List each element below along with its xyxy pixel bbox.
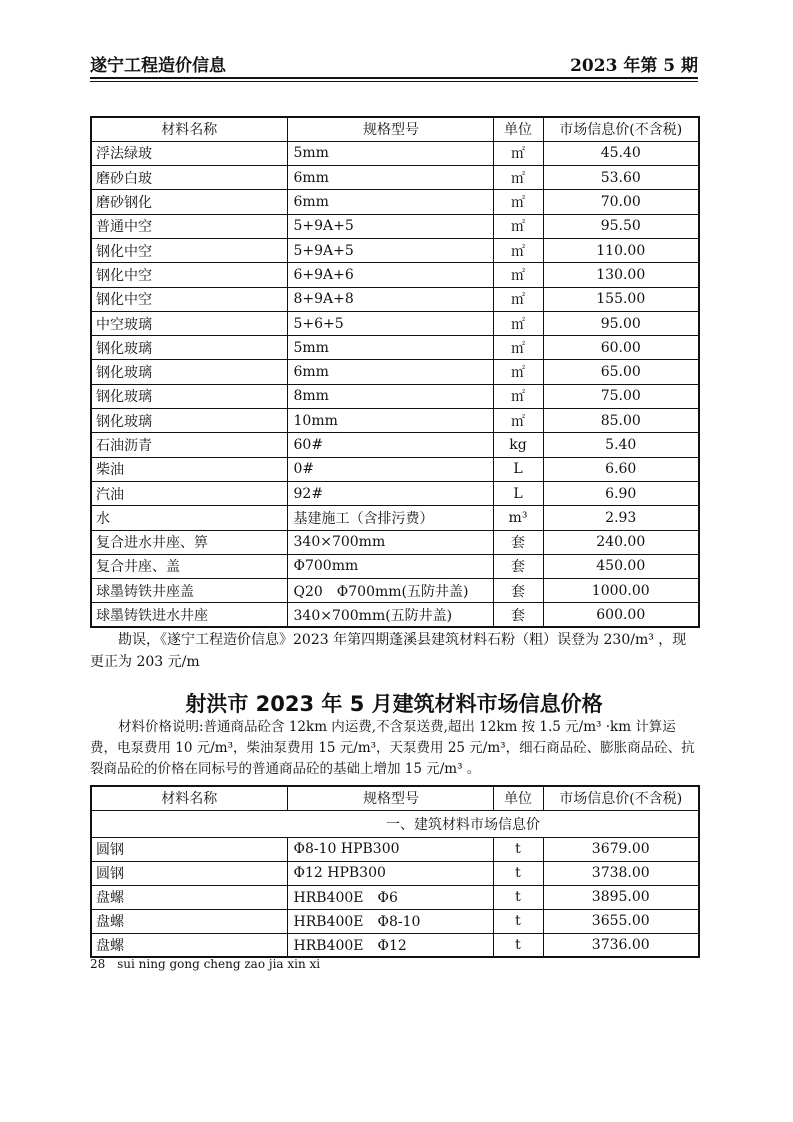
cell-unit: ㎡ (493, 214, 543, 238)
cell-price: 3895.00 (543, 885, 699, 909)
cell-unit: ㎡ (493, 287, 543, 311)
table-row (91, 579, 699, 603)
cell-unit: ㎡ (493, 238, 543, 262)
cell-spec: 60# (287, 433, 493, 457)
table-row (91, 506, 699, 530)
cell-name: 钢化中空 (91, 238, 287, 262)
cell-unit: ㎡ (493, 141, 543, 165)
issue-label: 2023 年第 5 期 (570, 56, 698, 76)
publication-title: 遂宁工程造价信息 (90, 56, 226, 76)
cell-unit: 套 (493, 554, 543, 578)
cell-spec: 8+9A+8 (287, 287, 493, 311)
cell-unit: ㎡ (493, 336, 543, 360)
cell-unit: ㎡ (493, 409, 543, 433)
cell-price: 3736.00 (543, 933, 699, 957)
cell-name: 钢化中空 (91, 263, 287, 287)
cell-unit: L (493, 457, 543, 481)
cell-unit: ㎡ (493, 263, 543, 287)
col-header-unit: 单位 (493, 117, 543, 141)
cell-name: 磨砂白玻 (91, 166, 287, 190)
col-header-unit: 单位 (493, 786, 543, 810)
cell-unit: t (493, 909, 543, 933)
cell-spec: 基建施工（含排污费） (287, 506, 493, 530)
cell-price: 75.00 (543, 384, 699, 408)
col-header-name: 材料名称 (91, 117, 287, 141)
table-row (91, 166, 699, 190)
table-row (91, 933, 699, 957)
cell-spec: 92# (287, 481, 493, 505)
cell-price: 95.00 (543, 311, 699, 335)
cell-price: 65.00 (543, 360, 699, 384)
cell-name: 中空玻璃 (91, 311, 287, 335)
cell-price: 6.60 (543, 457, 699, 481)
section-label: 一、建筑材料市场信息价 (91, 810, 699, 837)
cell-spec: 5+6+5 (287, 311, 493, 335)
cell-unit: m³ (493, 506, 543, 530)
cell-name: 水 (91, 506, 287, 530)
page-header (90, 47, 698, 77)
table-row (91, 384, 699, 408)
cell-unit: ㎡ (493, 384, 543, 408)
cell-spec: 340×700mm(五防井盖) (287, 603, 493, 627)
cell-name: 盘螺 (91, 909, 287, 933)
table-row (91, 885, 699, 909)
cell-price: 3738.00 (543, 861, 699, 885)
cell-price: 53.60 (543, 166, 699, 190)
page-number: 28 (90, 957, 106, 971)
cell-spec: HRB400E Φ8-10 (287, 909, 493, 933)
table-row (91, 214, 699, 238)
cell-price: 240.00 (543, 530, 699, 554)
table-row (91, 238, 699, 262)
erratum-note: 勘误，《遂宁工程造价信息》2023 年第四期蓬溪县建筑材料石粉（粗）误登为 230/m³ ，现更正为 203 元/m (90, 632, 687, 670)
cell-unit: ㎡ (493, 190, 543, 214)
cell-spec: 6mm (287, 166, 493, 190)
table-row (91, 263, 699, 287)
cell-name: 钢化中空 (91, 287, 287, 311)
cell-unit: 套 (493, 579, 543, 603)
table-row (91, 360, 699, 384)
footer-pinyin: sui ning gong cheng zao jia xin xi (117, 957, 321, 971)
col-header-price: 市场信息价(不含税) (543, 117, 699, 141)
section-row (91, 810, 699, 837)
cell-unit: t (493, 885, 543, 909)
table-row (91, 481, 699, 505)
cell-spec: 5mm (287, 141, 493, 165)
col-header-price: 市场信息价(不含税) (543, 786, 699, 810)
cell-name: 钢化玻璃 (91, 409, 287, 433)
cell-spec: 5+9A+5 (287, 238, 493, 262)
table-row (91, 141, 699, 165)
table-row (91, 336, 699, 360)
cell-unit: ㎡ (493, 311, 543, 335)
cell-name: 盘螺 (91, 933, 287, 957)
cell-price: 45.40 (543, 141, 699, 165)
cell-name: 钢化玻璃 (91, 384, 287, 408)
table-header-row (91, 117, 699, 141)
table-header-row (91, 786, 699, 810)
cell-price: 70.00 (543, 190, 699, 214)
cell-unit: t (493, 933, 543, 957)
col-header-spec: 规格型号 (287, 117, 493, 141)
header-rule-thin (90, 81, 698, 82)
table-row (91, 311, 699, 335)
cell-price: 85.00 (543, 409, 699, 433)
col-header-spec: 规格型号 (287, 786, 493, 810)
cell-spec: 5+9A+5 (287, 214, 493, 238)
cell-name: 球墨铸铁井座盖 (91, 579, 287, 603)
cell-price: 1000.00 (543, 579, 699, 603)
table-row (91, 861, 699, 885)
cell-name: 复合井座、盖 (91, 554, 287, 578)
cell-name: 普通中空 (91, 214, 287, 238)
cell-price: 6.90 (543, 481, 699, 505)
table-row (91, 433, 699, 457)
cell-price: 130.00 (543, 263, 699, 287)
cell-spec: 6mm (287, 360, 493, 384)
cell-spec: HRB400E Φ6 (287, 885, 493, 909)
cell-spec: 5mm (287, 336, 493, 360)
cell-name: 柴油 (91, 457, 287, 481)
table-row (91, 190, 699, 214)
table-row (91, 837, 699, 861)
cell-unit: ㎡ (493, 166, 543, 190)
cell-name: 球墨铸铁进水井座 (91, 603, 287, 627)
table-row (91, 287, 699, 311)
cell-price: 3655.00 (543, 909, 699, 933)
cell-name: 浮法绿玻 (91, 141, 287, 165)
cell-name: 复合进水井座、箅 (91, 530, 287, 554)
cell-unit: kg (493, 433, 543, 457)
table-row (91, 554, 699, 578)
cell-name: 钢化玻璃 (91, 360, 287, 384)
section-title-shehong: 射洪市 2023 年 5 月建筑材料市场信息价格 (185, 692, 603, 716)
cell-price: 60.00 (543, 336, 699, 360)
cell-spec: 6+9A+6 (287, 263, 493, 287)
cell-price: 155.00 (543, 287, 699, 311)
table-row (91, 457, 699, 481)
cell-name: 汽油 (91, 481, 287, 505)
page-footer (90, 957, 320, 971)
cell-price: 3679.00 (543, 837, 699, 861)
cell-unit: 套 (493, 530, 543, 554)
cell-spec: 6mm (287, 190, 493, 214)
cell-spec: Φ700mm (287, 554, 493, 578)
header-rule (90, 77, 698, 79)
cell-name: 钢化玻璃 (91, 336, 287, 360)
price-table-suining (90, 116, 700, 628)
cell-unit: t (493, 861, 543, 885)
table-row (91, 409, 699, 433)
cell-spec: Φ8-10 HPB300 (287, 837, 493, 861)
cell-spec: 0# (287, 457, 493, 481)
cell-spec: Φ12 HPB300 (287, 861, 493, 885)
cell-name: 圆钢 (91, 837, 287, 861)
cell-name: 圆钢 (91, 861, 287, 885)
cell-price: 600.00 (543, 603, 699, 627)
cell-price: 450.00 (543, 554, 699, 578)
cell-spec: HRB400E Φ12 (287, 933, 493, 957)
cell-price: 110.00 (543, 238, 699, 262)
table-row (91, 603, 699, 627)
cell-name: 磨砂钢化 (91, 190, 287, 214)
table-row (91, 530, 699, 554)
cell-spec: 8mm (287, 384, 493, 408)
cell-price: 95.50 (543, 214, 699, 238)
cell-spec: Q20 Φ700mm(五防井盖) (287, 579, 493, 603)
price-table-shehong (90, 785, 700, 958)
cell-spec: 340×700mm (287, 530, 493, 554)
cell-name: 石油沥青 (91, 433, 287, 457)
price-description: 材料价格说明:普通商品砼含 12km 内运费,不含泵送费,超出 12km 按 1.5 元/m³ ·km 计算运费，电泵费用 10 元/m³，柴油泵费用 15 元/m³，天泵费用 25 元/m³，细石商品砼、膨胀商品砼、抗裂商品砼的价格在同标号的普通商品砼的基础上增加 15 元/m³ 。 (90, 719, 695, 777)
cell-unit: ㎡ (493, 360, 543, 384)
cell-price: 5.40 (543, 433, 699, 457)
cell-price: 2.93 (543, 506, 699, 530)
cell-unit: t (493, 837, 543, 861)
cell-name: 盘螺 (91, 885, 287, 909)
table-row (91, 909, 699, 933)
cell-unit: L (493, 481, 543, 505)
col-header-name: 材料名称 (91, 786, 287, 810)
cell-unit: 套 (493, 603, 543, 627)
cell-spec: 10mm (287, 409, 493, 433)
